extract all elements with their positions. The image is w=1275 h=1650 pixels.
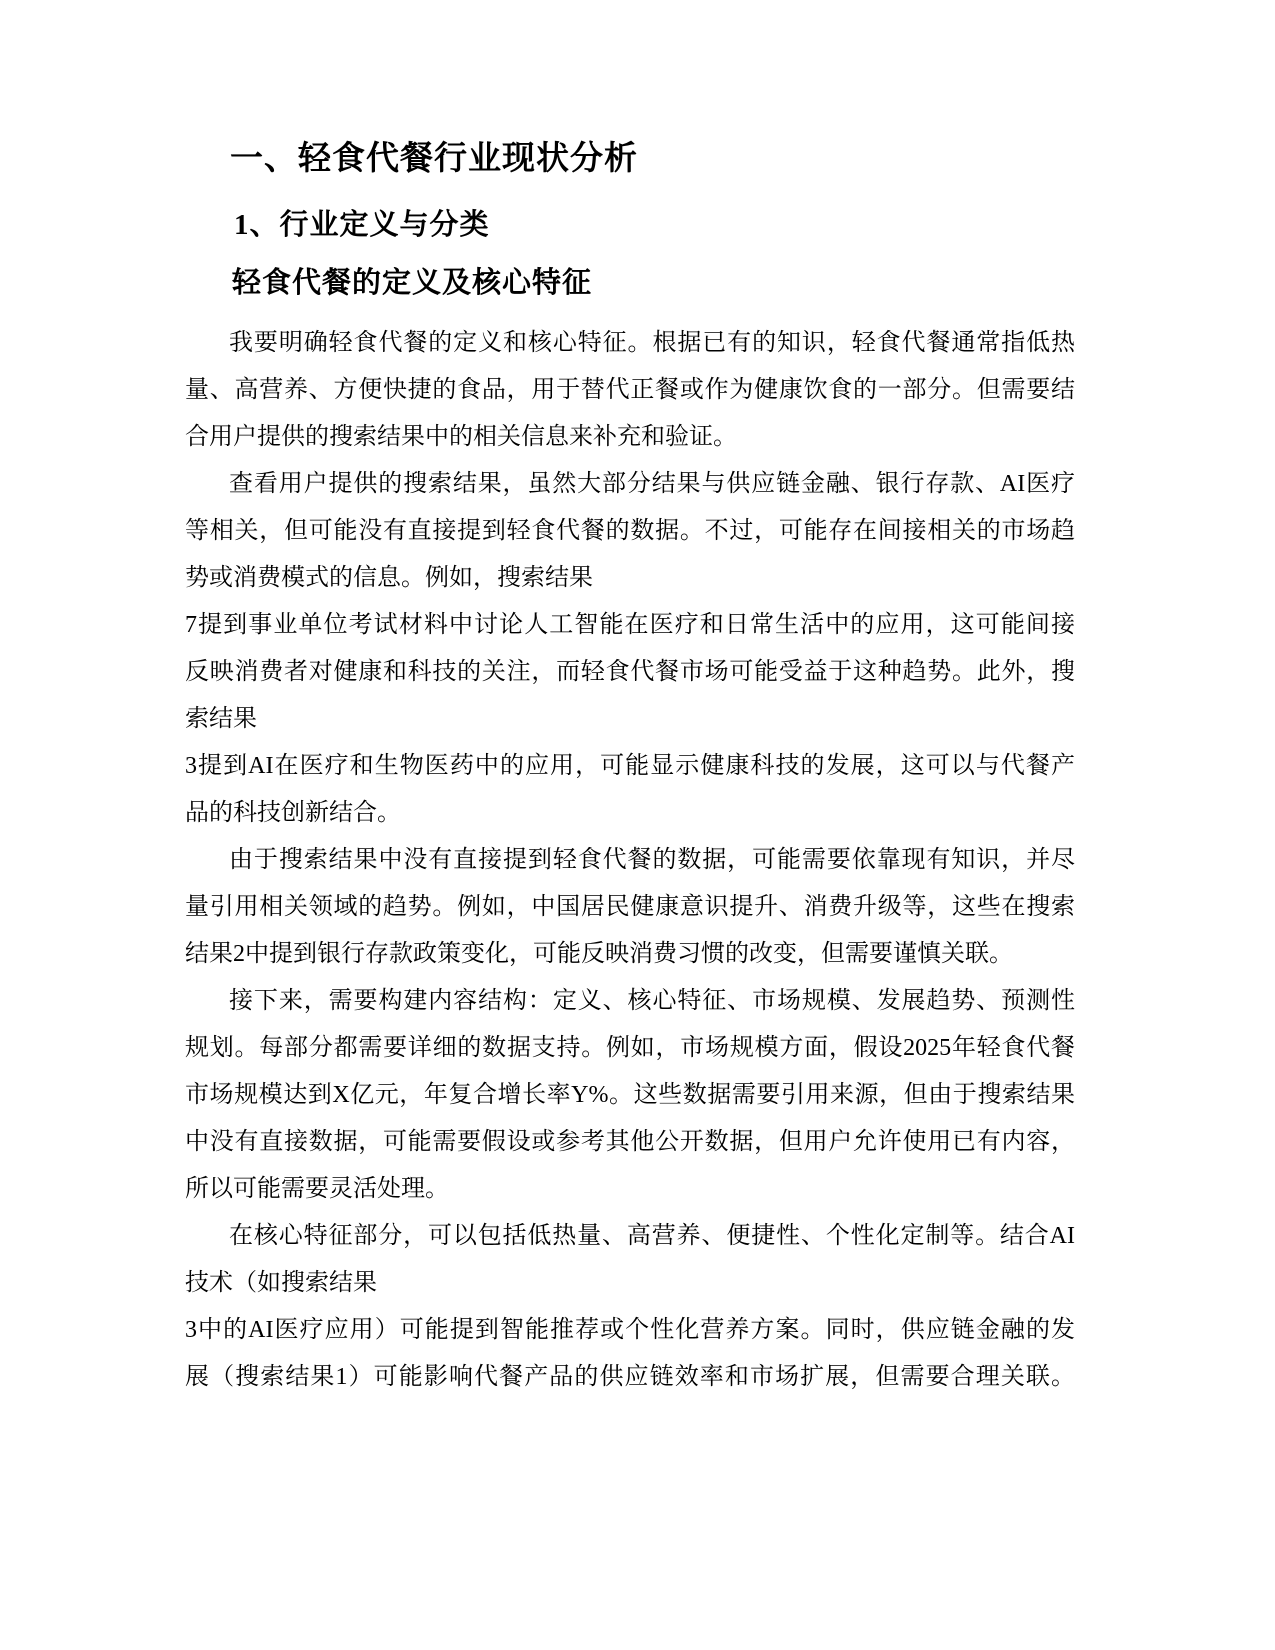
text-line: 等相关，但可能没有直接提到轻食代餐的数据。不过，可能存在间接相关的市场趋	[185, 518, 1075, 544]
text-line: 量引用相关领域的趋势。例如，中国居民健康意识提升、消费升级等，这些在搜索	[185, 894, 1075, 920]
text-line: 由于搜索结果中没有直接提到轻食代餐的数据，可能需要依靠现有知识，并尽	[229, 847, 1075, 873]
text-line: 所以可能需要灵活处理。	[185, 1176, 449, 1202]
text-line: 反映消费者对健康和科技的关注，而轻食代餐市场可能受益于这种趋势。此外，搜	[185, 659, 1075, 685]
text-line: 展（搜索结果1）可能影响代餐产品的供应链效率和市场扩展，但需要合理关联。	[185, 1364, 1075, 1390]
text-line: 量、高营养、方便快捷的食品，用于替代正餐或作为健康饮食的一部分。但需要结	[185, 377, 1075, 403]
subsection-heading: 1、行业定义与分类	[234, 209, 490, 241]
text-line: 中没有直接数据，可能需要假设或参考其他公开数据，但用户允许使用已有内容，	[185, 1129, 1075, 1155]
section-heading: 一、轻食代餐行业现状分析	[230, 139, 638, 176]
topic-heading: 轻食代餐的定义及核心特征	[232, 267, 593, 299]
text-line: 3中的AI医疗应用）可能提到智能推荐或个性化营养方案。同时，供应链金融的发	[185, 1317, 1075, 1343]
text-line: 技术（如搜索结果	[185, 1270, 377, 1296]
text-line: 接下来，需要构建内容结构：定义、核心特征、市场规模、发展趋势、预测性	[229, 988, 1075, 1014]
text-line: 索结果	[185, 706, 257, 732]
text-line: 品的科技创新结合。	[185, 800, 401, 826]
body-text	[185, 320, 1075, 1401]
text-line: 势或消费模式的信息。例如，搜索结果	[185, 565, 593, 591]
text-line: 在核心特征部分，可以包括低热量、高营养、便捷性、个性化定制等。结合AI	[229, 1223, 1075, 1249]
text-line: 规划。每部分都需要详细的数据支持。例如，市场规模方面，假设2025年轻食代餐	[185, 1035, 1075, 1061]
text-line: 市场规模达到X亿元，年复合增长率Y%。这些数据需要引用来源，但由于搜索结果	[185, 1082, 1075, 1108]
text-line: 我要明确轻食代餐的定义和核心特征。根据已有的知识，轻食代餐通常指低热	[229, 330, 1075, 356]
text-line: 查看用户提供的搜索结果，虽然大部分结果与供应链金融、银行存款、AI医疗	[229, 471, 1075, 497]
text-line: 结果2中提到银行存款政策变化，可能反映消费习惯的改变，但需要谨慎关联。	[185, 941, 1013, 967]
text-line: 合用户提供的搜索结果中的相关信息来补充和验证。	[185, 424, 737, 450]
text-line: 3提到AI在医疗和生物医药中的应用，可能显示健康科技的发展，这可以与代餐产	[185, 753, 1075, 779]
text-line: 7提到事业单位考试材料中讨论人工智能在医疗和日常生活中的应用，这可能间接	[185, 612, 1075, 638]
